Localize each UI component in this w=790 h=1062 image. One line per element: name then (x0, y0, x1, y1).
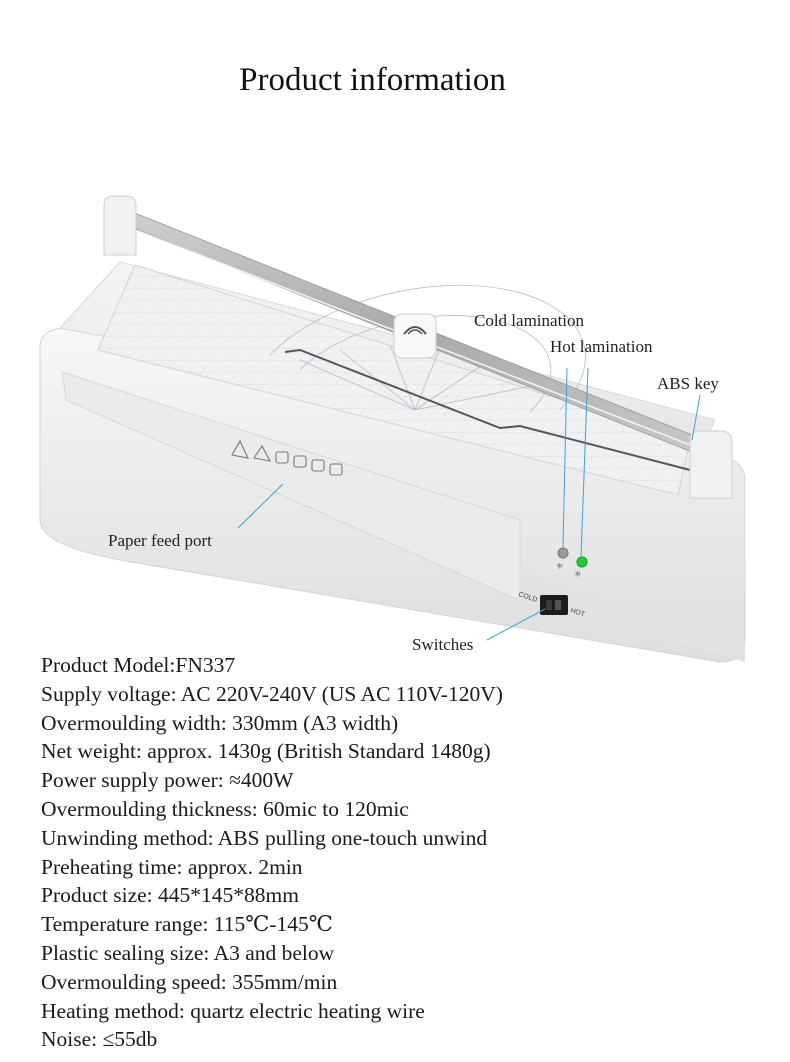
slider-knob (394, 314, 436, 358)
hot-indicator-led (577, 557, 587, 567)
callout-abs-key: ABS key (657, 374, 719, 393)
callout-switches: Switches (412, 635, 474, 654)
spec-item: Overmoulding thickness: 60mic to 120mic (41, 796, 409, 821)
spec-list (41, 651, 503, 1054)
hot-switch-label: HOT (569, 607, 586, 619)
spec-item: Unwinding method: ABS pulling one-touch unwind (41, 825, 488, 850)
callout-paper-feed-port: Paper feed port (108, 531, 212, 550)
svg-text:✳: ✳ (574, 570, 582, 580)
spec-item: Plastic sealing size: A3 and below (41, 940, 335, 965)
page-title: Product information (239, 62, 506, 98)
laminator-product-image (0, 190, 790, 670)
spec-item: Product Model:FN337 (41, 653, 236, 677)
spec-item: Preheating time: approx. 2min (41, 854, 303, 879)
spec-item: Temperature range: 115℃-145℃ (41, 912, 333, 937)
spec-item: Net weight: approx. 1430g (British Standard 1480g) (41, 739, 491, 764)
spec-item: Supply voltage: AC 220V-240V (US AC 110V-120V) (41, 681, 503, 706)
spec-item: Power supply power: ≈400W (41, 768, 294, 793)
spec-item: Overmoulding width: 330mm (A3 width) (41, 710, 399, 735)
mode-switch (540, 595, 568, 615)
svg-text:✳: ✳ (556, 562, 564, 572)
spec-item: Noise: ≤55db (41, 1027, 158, 1052)
cold-indicator-led (558, 548, 568, 558)
spec-item: Heating method: quartz electric heating wire (41, 998, 425, 1023)
cold-switch-label: COLD (517, 591, 539, 604)
spec-item: Overmoulding speed: 355mm/min (41, 969, 338, 994)
callout-cold-lamination: Cold lamination (474, 311, 585, 330)
spec-item: Product size: 445*145*88mm (41, 883, 299, 908)
callout-hot-lamination: Hot lamination (550, 337, 653, 356)
